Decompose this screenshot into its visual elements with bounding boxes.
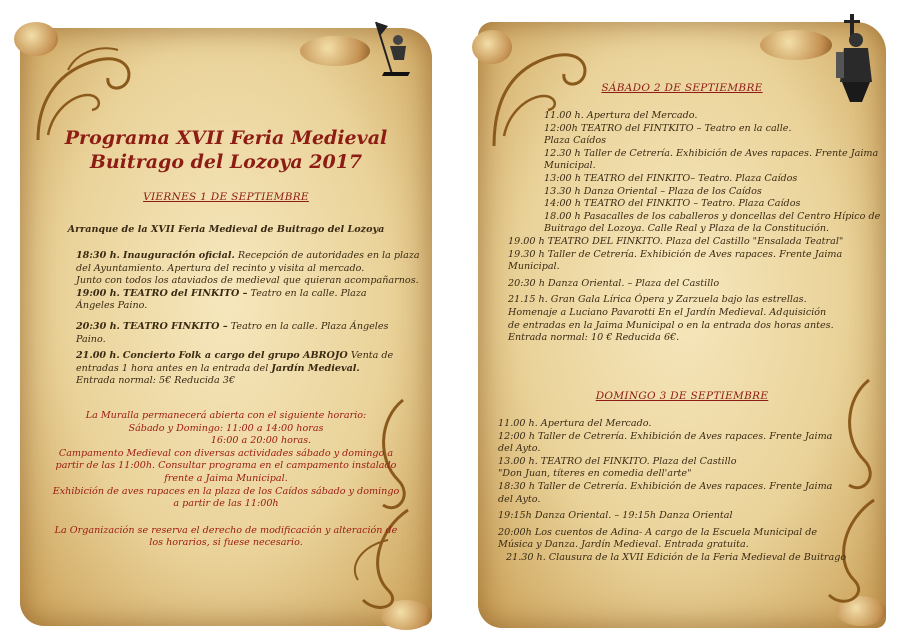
scroll-curl [300, 36, 370, 66]
event-line: 12:00 h Taller de Cetrería. Exhibición de Aves rapaces. Frente Jaima [498, 430, 833, 442]
event-line: "Don Juan, títeres en comedia dell'arte" [498, 468, 692, 480]
event-line: Buitrago del Lozoya. Calle Real y Plaza de la Constitución. [544, 223, 830, 235]
event-line: 13:00 h TEATRO del FINKITO– Teatro. Plaza Caídos [544, 172, 798, 184]
event-line: Municipal. [544, 160, 596, 172]
page-title: Programa XVII Feria Medieval [64, 127, 388, 149]
event-line: 20:00h Los cuentos de Adina- A cargo de la Escuela Municipal de [498, 526, 818, 538]
event-line: Música y Danza. Jardín Medieval. Entrada gratuita. [498, 539, 749, 551]
saturday-events [508, 110, 881, 345]
event-line: 21.30 h. Clausura de la XVII Edición de la Feria Medieval de Buitrago [506, 551, 847, 563]
notice-line: Exhibición de aves rapaces en la plaza de los Caídos sábado y domingo [52, 485, 400, 497]
event-line: 20:30 h. TEATRO FINKITO – Teatro en la calle. Plaza Ángeles [76, 320, 389, 332]
event-line: Junto con todos los ataviados de medieval que quieran acompañarnos. [76, 275, 419, 287]
event-line: 19.00 h TEATRO DEL FINKITO. Plaza del Castillo "Ensalada Teatral" [508, 235, 844, 247]
event-line: 12.30 h Taller de Cetrería. Exhibición de Aves rapaces. Frente Jaima [544, 147, 879, 159]
event-line: 18.00 h Pasacalles de los caballeros y doncellas del Centro Hípico de [544, 210, 881, 222]
event-line: del Ayto. [498, 443, 541, 455]
notice-line: La Muralla permanecerá abierta con el siguiente horario: [85, 410, 367, 421]
event-line: 11.00 h. Apertura del Mercado. [498, 418, 652, 429]
event-line: 21.00 h. Concierto Folk a cargo del grupo ABROJO Venta de [76, 350, 394, 362]
event-line: Entrada normal: 5€ Reducida 3€ [76, 375, 235, 387]
notice-line: 16:00 a 20:00 horas. [210, 435, 312, 447]
notice-line: Sábado y Domingo: 11:00 a 14:00 horas [128, 422, 324, 434]
event-line: Homenaje a Luciano Pavarotti En el Jardín Medieval. Adquisición [508, 306, 827, 318]
friday-heading: VIERNES 1 DE SEPTIEMBRE [143, 191, 309, 203]
notice-line: Campamento Medieval con diversas actividades sábado y domingo a [58, 447, 394, 459]
page-subtitle: Buitrago del Lozoya 2017 [89, 151, 363, 173]
sunday-heading: DOMINGO 3 DE SEPTIEMBRE [595, 390, 769, 402]
friday-events [76, 250, 420, 388]
event-line: Entrada normal: 10 € Reducida 6€. [508, 332, 680, 344]
event-line: 11.00 h. Apertura del Mercado. [544, 110, 698, 121]
event-line: del Ayuntamiento. Apertura del recinto y visita al mercado. [76, 262, 365, 274]
knight-with-flag-icon [370, 16, 412, 78]
event-line: entradas 1 hora antes en la entrada del Jardín Medieval. [76, 362, 360, 374]
event-line: 12:00h TEATRO del FINTKITO – Teatro en la calle. [544, 122, 792, 134]
event-line: 21.15 h. Gran Gala Lírica Ópera y Zarzuela bajo las estrellas. [508, 294, 807, 306]
notice-line: frente a Jaima Municipal. [164, 472, 288, 484]
event-line: del Ayto. [498, 493, 541, 505]
notice-line: La Organización se reserva el derecho de modificación y alteración de [54, 524, 398, 536]
schedule-notice [30, 410, 422, 550]
scroll-curl [760, 30, 832, 60]
event-line: Paino. [76, 333, 106, 345]
event-line: 18:30 h. Inauguración oficial. Recepción de autoridades en la plaza [76, 250, 420, 261]
notice-line: los horarios, si fuese necesario. [149, 537, 303, 549]
event-line: 20:30 h Danza Oriental. – Plaza del Castillo [508, 277, 720, 289]
notice-line: partir de las 11:00h. Consultar programa en el campamento instalado [55, 460, 397, 472]
sunday-events [498, 418, 847, 565]
event-line: 19.30 h Taller de Cetrería. Exhibición de Aves rapaces. Frente Jaima [508, 248, 843, 260]
event-line: de entradas en la Jaima Municipal o en la entrada dos horas antes. [508, 319, 834, 331]
intro-line: Arranque de la XVII Feria Medieval de Buitrago del Lozoya [67, 224, 385, 235]
event-line: 13.30 h Danza Oriental – Plaza de los Caídos [544, 185, 762, 197]
event-line: 19:00 h. TEATRO del FINKITO – Teatro en la calle. Plaza [76, 287, 367, 299]
event-line: Ángeles Paino. [76, 300, 148, 312]
event-line: 18:30 h Taller de Cetrería. Exhibición de Aves rapaces. Frente Jaima [498, 480, 833, 492]
event-line: 14:00 h TEATRO del FINKITO – Teatro. Plaza Caídos [544, 198, 801, 210]
notice-line: a partir de las 11:00h [173, 498, 279, 510]
event-line: Municipal. [508, 261, 560, 273]
event-line: 13.00 h. TEATRO del FINKITO. Plaza del Castillo [498, 455, 737, 467]
event-line: 19:15h Danza Oriental. – 19:15h Danza Oriental [498, 510, 733, 522]
event-line: Plaza Caídos [544, 135, 607, 147]
saturday-heading: SÁBADO 2 DE SEPTIEMBRE [601, 82, 763, 94]
